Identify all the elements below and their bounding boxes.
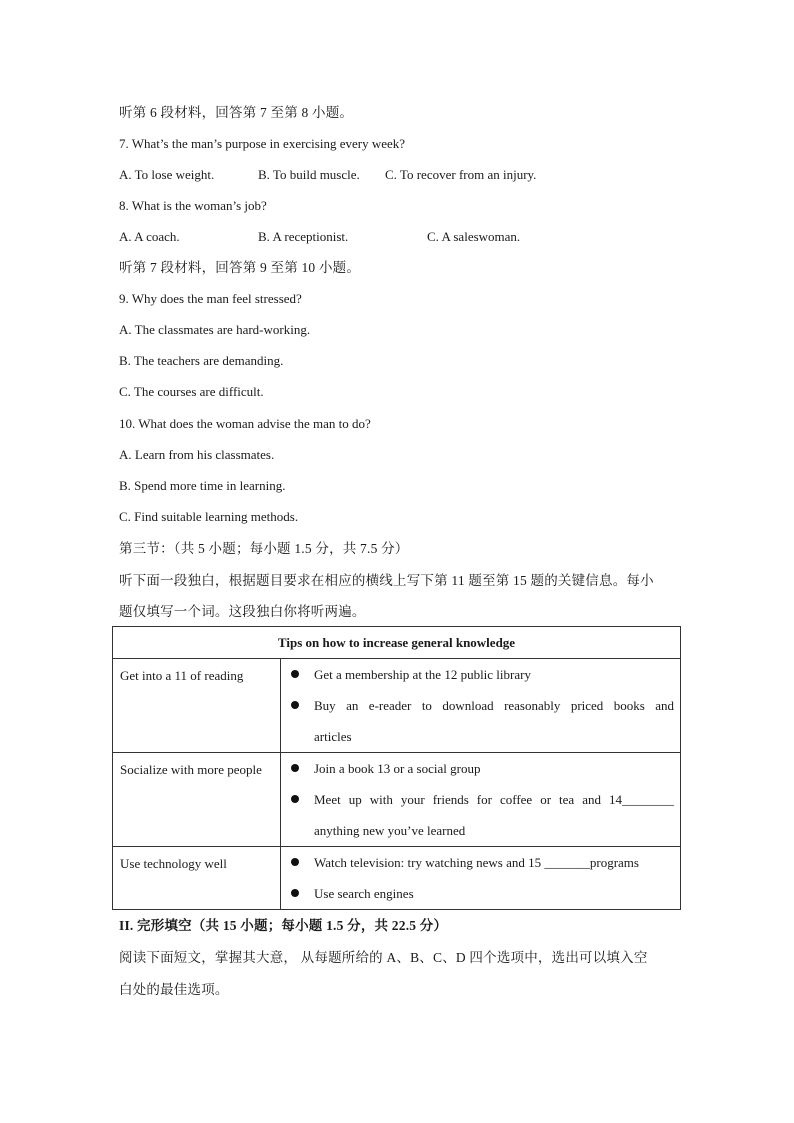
section7-intro: 听第 7 段材料，回答第 9 至第 10 小题。 (119, 260, 361, 275)
question-8-option-a: A. A coach. (119, 229, 180, 244)
part2-instruction-line1: 阅读下面短文，掌握其大意， 从每题所给的 A、B、C、D 四个选项中，选出可以填入空 (119, 950, 648, 965)
bullet-icon (291, 764, 299, 772)
tip-text: Get a membership at the 12 public library (314, 667, 531, 682)
row-label: Use technology well (113, 847, 281, 910)
table-title: Tips on how to increase general knowledge (113, 627, 681, 659)
question-7-stem: 7. What’s the man’s purpose in exercising every week? (119, 136, 406, 151)
part3-instruction-line1: 听下面一段独白，根据题目要求在相应的横线上写下第 11 题至第 15 题的关键信息。每小 (119, 573, 654, 588)
question-7-option-a: A. To lose weight. (119, 167, 215, 182)
tip-text: Watch television: try watching news and 15 _______programs (314, 855, 639, 870)
table-row (113, 753, 681, 847)
question-7-option-b: B. To build muscle. (258, 167, 360, 182)
row-label: Socialize with more people (113, 753, 281, 847)
question-10-option-a: A. Learn from his classmates. (119, 447, 275, 462)
question-7-option-c: C. To recover from an injury. (385, 167, 537, 182)
bullet-icon (291, 858, 299, 866)
tip-text: Buy an e-reader to download reasonably priced books and (314, 698, 674, 713)
tip-text-continued: articles (314, 729, 352, 744)
row-tips (281, 659, 681, 753)
row-label: Get into a 11 of reading (113, 659, 281, 753)
question-8-option-c: C. A saleswoman. (427, 229, 521, 244)
list-item (288, 878, 674, 909)
part3-heading: 第三节：（共 5 小题；每小题 1.5 分，共 7.5 分） (119, 541, 409, 556)
part2-instruction-line2: 白处的最佳选项。 (119, 982, 229, 997)
row-tips (281, 847, 681, 910)
table-row (113, 847, 681, 910)
bullet-icon (291, 670, 299, 678)
bullet-icon (291, 889, 299, 897)
question-8-stem: 8. What is the woman’s job? (119, 198, 267, 213)
bullet-icon (291, 795, 299, 803)
row-tips (281, 753, 681, 847)
question-8-option-b: B. A receptionist. (258, 229, 349, 244)
question-9-stem: 9. Why does the man feel stressed? (119, 291, 302, 306)
part2-heading: II. 完形填空（共 15 小题；每小题 1.5 分，共 22.5 分） (119, 918, 448, 933)
question-9-option-c: C. The courses are difficult. (119, 384, 264, 399)
tip-text-continued: anything new you’ve learned (314, 823, 466, 838)
question-10-stem: 10. What does the woman advise the man to do? (119, 416, 371, 431)
section6-intro: 听第 6 段材料，回答第 7 至第 8 小题。 (119, 105, 354, 120)
tip-text: Join a book 13 or a social group (314, 761, 481, 776)
list-item (288, 659, 674, 690)
table-row (113, 659, 681, 753)
list-item (288, 847, 674, 878)
question-9-option-a: A. The classmates are hard-working. (119, 322, 311, 337)
tip-text: Use search engines (314, 886, 414, 901)
question-10-option-b: B. Spend more time in learning. (119, 478, 286, 493)
list-item (288, 753, 674, 784)
bullet-icon (291, 701, 299, 709)
tips-table (112, 626, 681, 910)
list-item (288, 690, 674, 752)
list-item (288, 784, 674, 846)
part3-instruction-line2: 题仅填写一个词。这段独白你将听两遍。 (119, 604, 366, 619)
tip-text: Meet up with your friends for coffee or tea and 14________ (314, 792, 674, 807)
question-10-option-c: C. Find suitable learning methods. (119, 509, 299, 524)
question-9-option-b: B. The teachers are demanding. (119, 353, 284, 368)
